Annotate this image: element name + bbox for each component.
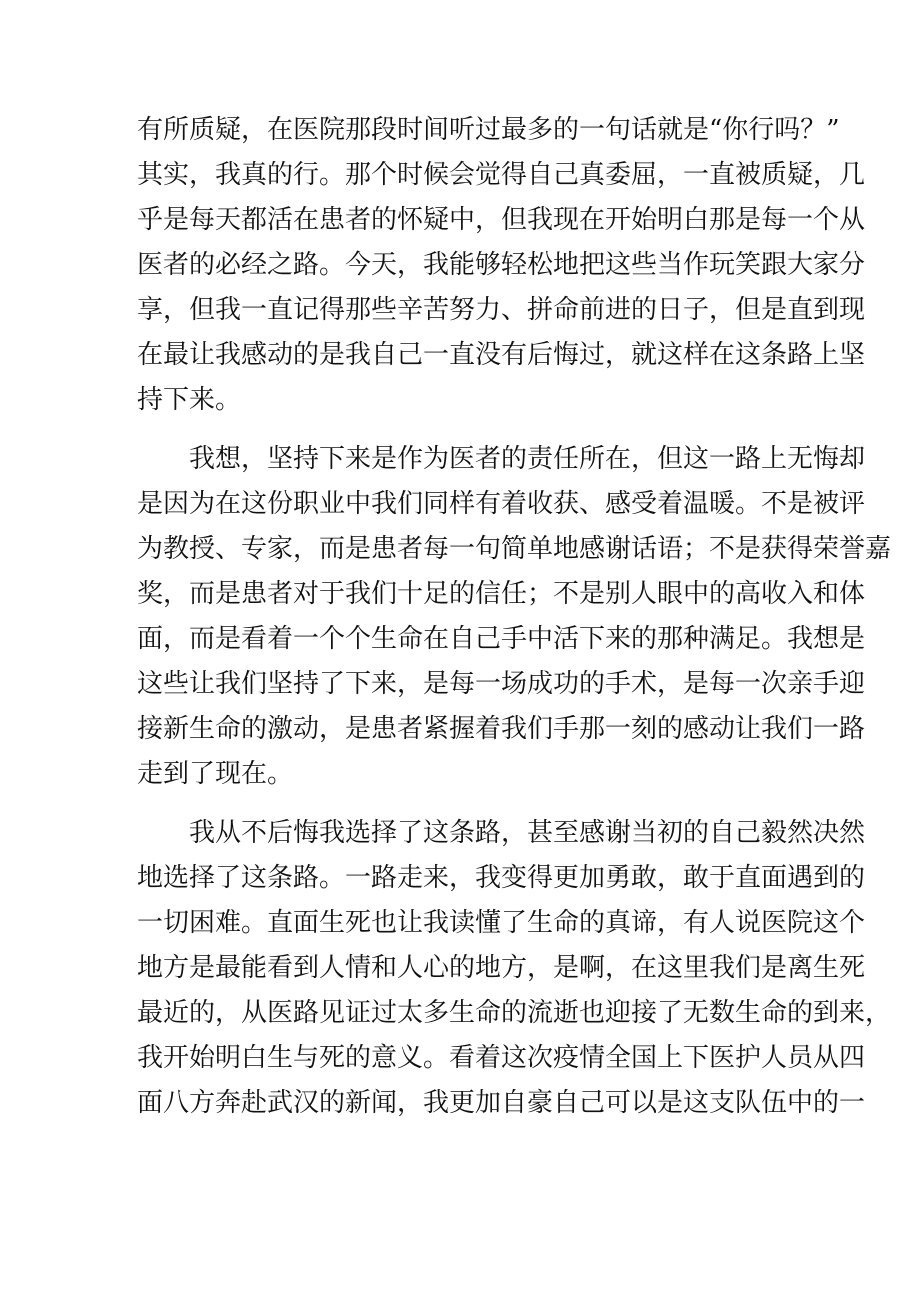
paragraph-3 [137,811,892,1126]
text-line: 有所质疑，在医院那段时间听过最多的一句话就是“你行吗？” [137,115,840,145]
text-line: 走到了现在。 [137,759,294,789]
text-line: 奖，而是患者对于我们十足的信任；不是别人眼中的高收入和体 [137,579,866,609]
text-line: 我从不后悔我选择了这条路，甚至感谢当初的自己毅然决然 [189,818,866,848]
text-line: 地方是最能看到人情和人心的地方，是啊，在这里我们是离生死 [137,953,866,983]
text-line: 面八方奔赴武汉的新闻，我更加自豪自己可以是这支队伍中的一 [137,1088,866,1118]
text-line: 接新生命的激动，是患者紧握着我们手那一刻的感动让我们一路 [137,714,866,744]
text-line: 持下来。 [137,385,242,415]
text-line: 这些让我们坚持了下来，是每一场成功的手术，是每一次亲手迎 [137,669,866,699]
text-line: 一切困难。直面生死也让我读懂了生命的真谛，有人说医院这个 [137,908,866,938]
paragraph-2 [137,437,892,797]
document-body [137,108,892,1140]
text-line: 其实，我真的行。那个时候会觉得自己真委屈，一直被质疑，几 [137,160,866,190]
text-line: 医者的必经之路。今天，我能够轻松地把这些当作玩笑跟大家分 [137,250,866,280]
text-line: 是因为在这份职业中我们同样有着收获、感受着温暖。不是被评 [137,489,866,519]
text-line: 在最让我感动的是我自己一直没有后悔过，就这样在这条路上坚 [137,340,866,370]
text-line: 享，但我一直记得那些辛苦努力、拼命前进的日子，但是直到现 [137,295,866,325]
text-line: 地选择了这条路。一路走来，我变得更加勇敢，敢于直面遇到的 [137,863,866,893]
text-line: 我开始明白生与死的意义。看着这次疫情全国上下医护人员从四 [137,1043,866,1073]
paragraph-1 [137,108,866,423]
text-line: 面，而是看着一个个生命在自己手中活下来的那种满足。我想是 [137,624,866,654]
text-line: 我想，坚持下来是作为医者的责任所在，但这一路上无悔却 [189,444,866,474]
text-line: 乎是每天都活在患者的怀疑中，但我现在开始明白那是每一个从 [137,205,866,235]
text-line: 最近的，从医路见证过太多生命的流逝也迎接了无数生命的到来， [137,998,892,1028]
text-line: 为教授、专家，而是患者每一句简单地感谢话语；不是获得荣誉嘉 [137,534,892,564]
